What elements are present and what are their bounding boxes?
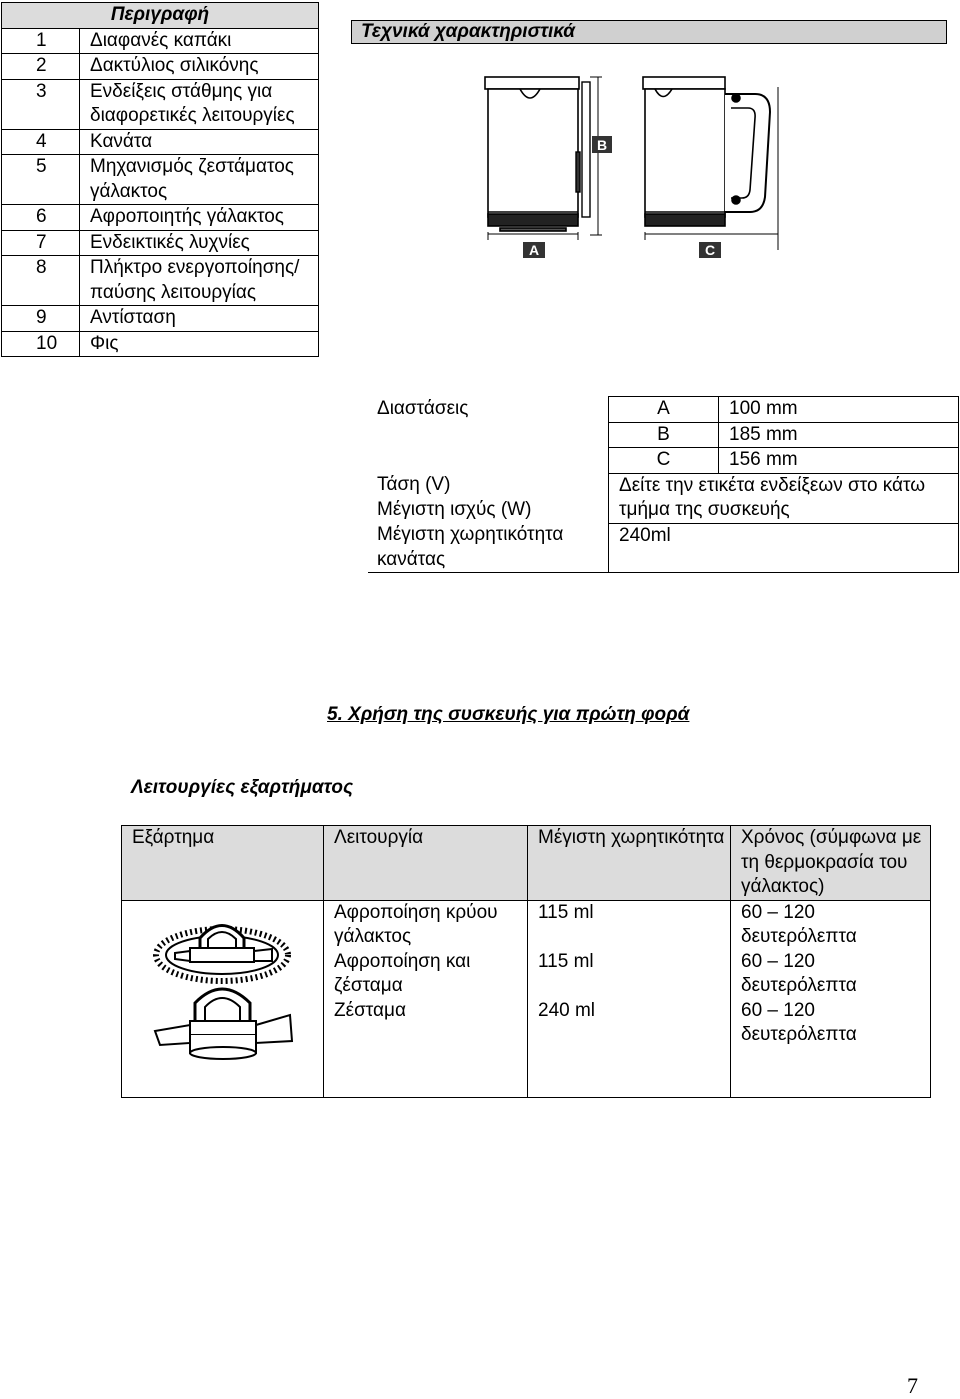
capacity-label: Μέγιστη χωρητικότητα κανάτας [368,523,609,573]
label-c: C [704,242,716,258]
voltage-value: Δείτε την ετικέτα ενδείξεων στο κάτω τμήμα της συσκευής [609,473,959,523]
power-label: Μέγιστη ισχύς (W) [377,498,532,520]
specs-table [368,396,959,573]
table-row: Αφροποίηση και ζέσταμα 115 ml 60 – 120 δευτερόλεπτα [122,950,931,999]
label-a: A [528,242,540,258]
side-view [576,77,602,235]
table-row: 5 Μηχανισμός ζεστάματος γάλακτος [2,155,319,205]
voltage-label: Τάση (V) [377,474,451,495]
table-row [368,523,959,573]
table-header-row: Εξάρτημα Λειτουργία Μέγιστη χωρητικότητα Χρόνος (σύμφωνα με τη θερμοκρασία του γάλακτος) [122,826,931,901]
description-header: Περιγραφή [2,3,319,29]
table-row [368,473,959,523]
table-row: 9 Αντίσταση [2,306,319,332]
table-row: 3 Ενδείξεις στάθμης για διαφορετικές λειτουργίες [2,79,319,129]
table-row: Αφροποίηση κρύου γάλακτος 115 ml 60 – 120 δευτερόλεπτα [122,900,931,950]
table-row: 4 Κανάτα [2,129,319,155]
section-5-title: 5. Χρήση της συσκευής για πρώτη φορά [327,704,690,725]
table-row: 8 Πλήκτρο ενεργοποίησης/παύσης λειτουργίας [2,256,319,306]
dimensions-label: Διαστάσεις [377,397,469,419]
dimensions-diagram [480,72,790,267]
table-row: 2 Δακτύλιος σιλικόνης [2,54,319,80]
table-row: C 156 mm [368,448,959,474]
table-row: 10 Φις [2,331,319,357]
tech-title: Τεχνικά χαρακτηριστικά [351,20,947,44]
accessory-images [122,900,324,1097]
plain-whisk-icon [155,989,292,1059]
front-view [485,77,579,240]
accessories-table [121,825,931,1098]
page-number: 7 [907,1373,918,1398]
handle-view [643,77,778,250]
table-row: Ζέσταμα 240 ml 60 – 120 δευτερόλεπτα [122,999,931,1098]
label-b: B [596,137,608,153]
table-row: 7 Ενδεικτικές λυχνίες [2,230,319,256]
description-table [1,2,319,357]
accessories-title: Λειτουργίες εξαρτήματος [131,777,354,798]
table-row: 6 Αφροποιητής γάλακτος [2,205,319,231]
table-row: B 185 mm [368,422,959,448]
whisk-images [150,903,300,1099]
capacity-value: 240ml [609,523,959,573]
coil-whisk-icon [156,925,288,981]
table-row: Διαστάσεις A 100 mm [368,397,959,423]
table-row: 1 Διαφανές καπάκι [2,28,319,54]
